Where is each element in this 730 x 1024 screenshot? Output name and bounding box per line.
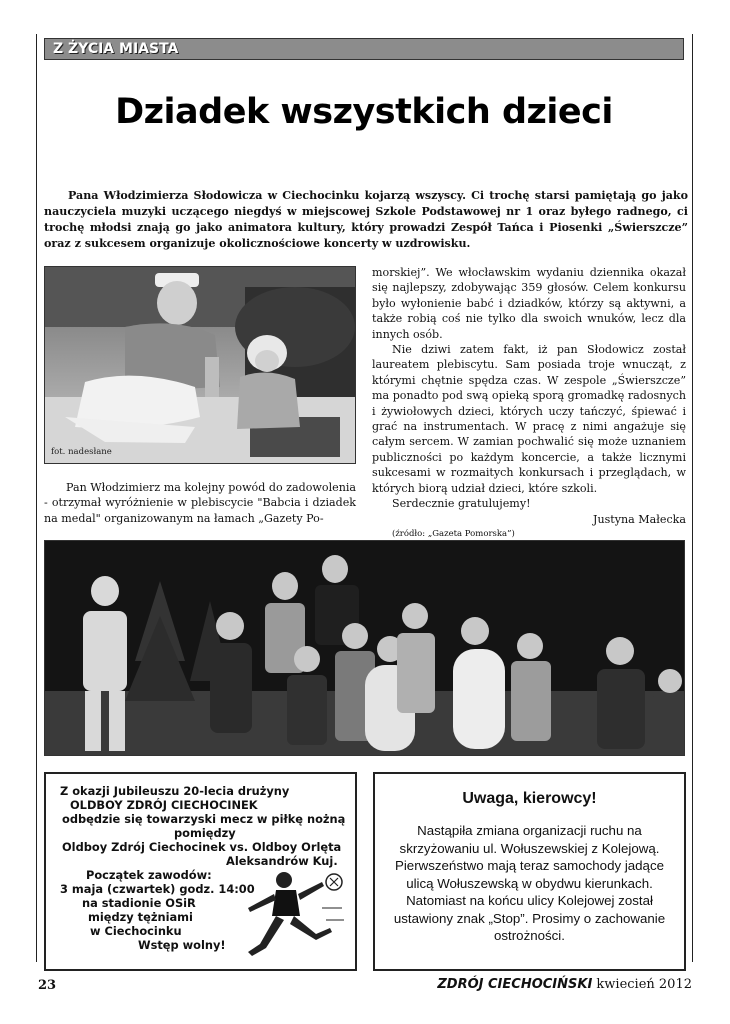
page-number: 23 xyxy=(38,978,57,993)
article-paragraph: morskiej”. We włocławskim wydaniu dziennika okazał się najlepszy, zdobywając 359 głosów. Celem konkursu było wyłonienie babć i dziadków, którzy są aktywni, a także robią coś nie tylko dla swoich wnuków, lecz dla innych osób. xyxy=(372,266,686,341)
photo-grandfather-with-child xyxy=(44,266,356,464)
ad-line: w Ciechocinku xyxy=(90,924,182,938)
left-column-rule xyxy=(36,34,37,962)
ad-line: 3 maja (czwartek) godz. 14:00 xyxy=(60,882,255,896)
ad-line: Z okazji Jubileuszu 20-lecia drużyny xyxy=(60,784,290,798)
ad-line: pomiędzy xyxy=(174,826,236,840)
article-paragraph: Pan Włodzimierz ma kolejny powód do zadowolenia - otrzymał wyróżnienie w plebiscycie "Babcia i dziadek na medal" organizowanym na łamach „Gazety Po- xyxy=(44,481,357,525)
traffic-notice xyxy=(373,772,686,971)
ad-line: Oldboy Zdrój Ciechocinek vs. Oldboy Orlęta xyxy=(62,840,342,854)
magazine-footer xyxy=(437,977,692,992)
right-column-rule xyxy=(692,34,693,962)
magazine-name: ZDRÓJ CIECHOCIŃSKI xyxy=(437,977,593,992)
article-right-column xyxy=(372,265,686,542)
soccer-player-icon xyxy=(226,868,346,964)
notice-body: Nastąpiła zmiana organizacji ruchu na skrzyżowaniu ul. Wołuszewskiej z Kolejową. Pierwszeństwo mają teraz samochody jadące ulicą Wołuszewską w obydwu kierunkach. Natomiast na końcu ulicy Kolejowej został ustawiony znak „Stop”. Prosimy o zachowanie ostrożności. xyxy=(393,823,666,943)
article-left-column xyxy=(44,480,356,526)
photo-grandfather-illustration xyxy=(45,267,356,464)
ad-line: na stadionie OSiR xyxy=(82,896,196,910)
article-paragraph: Serdecznie gratulujemy! xyxy=(392,497,531,511)
magazine-issue: kwiecień 2012 xyxy=(596,977,692,992)
match-announcement xyxy=(44,772,357,971)
ad-line: Początek zawodów: xyxy=(86,868,212,882)
ad-line: Aleksandrów Kuj. xyxy=(226,854,338,868)
article-lead: Pana Włodzimierza Słodowicza w Ciechocinku kojarzą wszyscy. Ci trochę starsi pamiętają go jako nauczyciela muzyki uczącego niegdyś w miejscowej Szkole Podstawowej nr 1 oraz byłego radnego, ci trochę młodsi znają go jako animatora kultury, który prowadzi Zespół Tańca i Piosenki „Świerszcze” oraz z sukcesem organizuje okolicznościowe koncerty w uzdrowisku. xyxy=(44,189,688,250)
photo-credit: fot. nadesłane xyxy=(51,447,112,457)
ad-line: OLDBOY ZDRÓJ CIECHOCINEK xyxy=(70,798,258,812)
photo-children-illustration xyxy=(45,541,685,756)
ad-line: Wstęp wolny! xyxy=(138,938,226,952)
notice-title: Uwaga, kierowcy! xyxy=(462,790,597,807)
ad-line: odbędzie się towarzyski mecz w piłkę nożną xyxy=(62,812,346,826)
photo-children-performance xyxy=(44,540,685,756)
ad-line: między tężniami xyxy=(88,910,193,924)
article-paragraph: Nie dziwi zatem fakt, iż pan Słodowicz został laureatem plebiscytu. Sam posiada troje wnucząt, z którymi chętnie spędza czas. W zespole „Świerszcze” ma ponadto pod swą opieką sporą gromadkę radosnych i żywiołowych dzieci, których uczy tańczyć, śpiewać i grać na instrumentach. W pracę z nimi angażuje się całym sercem. W zamian pochwalić się może uznaniem publiczności po każdym koncercie, a także licznymi sukcesami w rozmaitych konkursach i przeglądach, w których biorą udział dzieci, które szkoli. xyxy=(372,343,686,495)
article-author: Justyna Małecka xyxy=(593,512,686,526)
article-source: (źródło: „Gazeta Pomorska”) xyxy=(392,528,515,539)
article-headline: Dziadek wszystkich dzieci xyxy=(115,92,613,132)
section-label: Z ŻYCIA MIASTA xyxy=(44,38,684,60)
